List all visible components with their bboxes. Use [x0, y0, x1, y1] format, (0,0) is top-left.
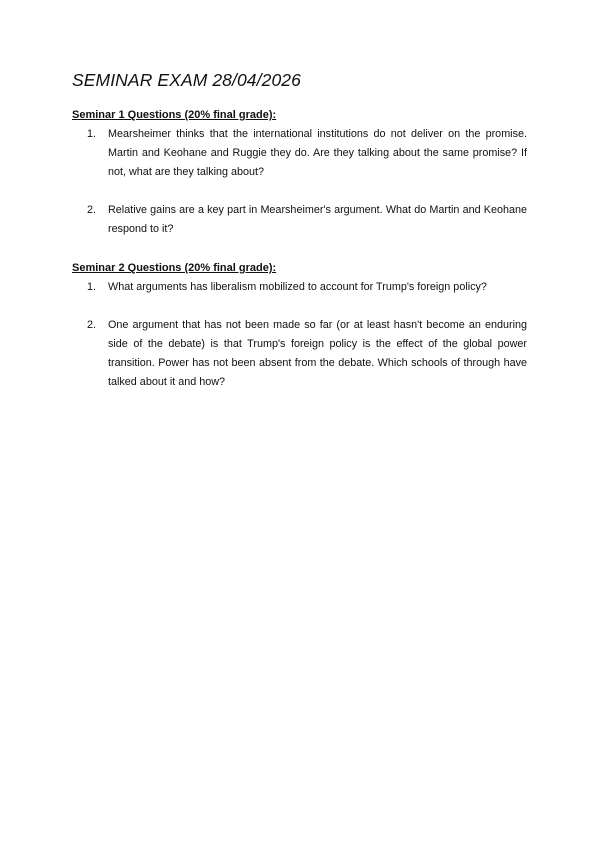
- question-number: 2.: [87, 204, 97, 216]
- question-number: 2.: [87, 319, 97, 331]
- question-list-seminar-1: [72, 125, 527, 239]
- document-title: SEMINAR EXAM 28/04/2026: [72, 70, 301, 90]
- section-heading-seminar-1: Seminar 1 Questions (20% final grade):: [72, 109, 277, 121]
- question-list-seminar-2: [72, 278, 527, 392]
- question-number: 1.: [87, 281, 97, 293]
- question-text: Mearsheimer thinks that the international institutions do not deliver on the promise. Martin and Keohane and Ruggie they do. Are they talking about the same promise? If not, what are they talking about?: [108, 128, 527, 178]
- question-text: One argument that has not been made so far (or at least hasn't become an enduring side of the debate) is that Trump's foreign policy is the effect of the global power transition. Power has not been absent from the debate. Which schools of through have talked about it and how?: [108, 319, 527, 388]
- question-item: [72, 316, 527, 392]
- question-item: [72, 278, 527, 297]
- question-text: What arguments has liberalism mobilized to account for Trump's foreign policy?: [108, 281, 487, 293]
- question-item: [72, 201, 527, 239]
- question-item: [72, 125, 527, 182]
- question-number: 1.: [87, 128, 97, 140]
- section-heading-seminar-2: Seminar 2 Questions (20% final grade):: [72, 262, 277, 274]
- question-text: Relative gains are a key part in Mearsheimer's argument. What do Martin and Keohane respond to it?: [108, 204, 527, 235]
